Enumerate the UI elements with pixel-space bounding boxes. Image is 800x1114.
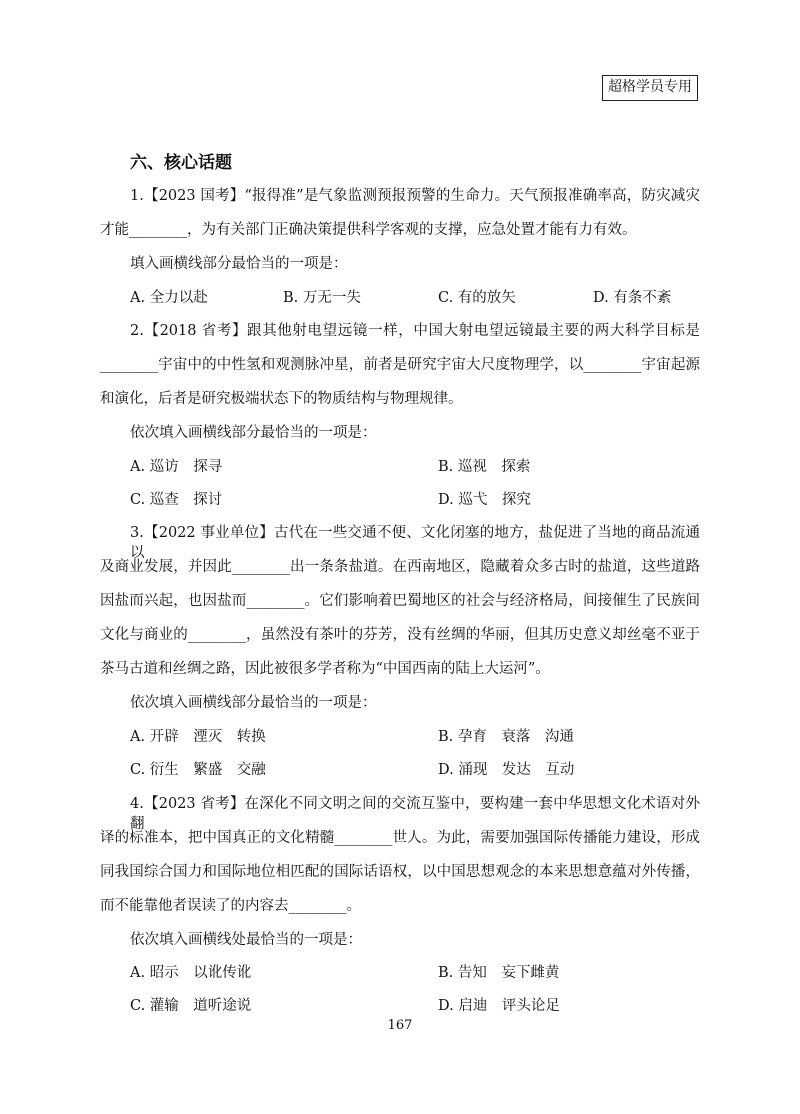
option-d[interactable]: D. 有条不紊 <box>593 290 672 306</box>
option-c[interactable]: C. 灌输 道听途说 <box>130 998 252 1014</box>
question-stem-line: 4.【2023 省考】在深化不同文明之间的交流互鉴中，要构建一套中华思想文化术语对外翻 <box>130 796 700 832</box>
option-a[interactable]: A. 开辟 湮灭 转换 <box>130 729 266 745</box>
page-number: 167 <box>387 1018 413 1033</box>
question-prompt: 依次填入画横线部分最恰当的一项是： <box>130 695 377 711</box>
option-a[interactable]: A. 昭示 以讹传讹 <box>130 965 252 981</box>
question-stem-line: 2.【2018 省考】跟其他射电望远镜一样，中国大射电望远镜最主要的两大科学目标是 <box>130 323 700 339</box>
option-b[interactable]: B. 孕育 衰落 沟通 <box>438 729 574 745</box>
option-b[interactable]: B. 万无一失 <box>283 290 361 306</box>
option-a[interactable]: A. 巡访 探寻 <box>130 459 223 475</box>
option-d[interactable]: D. 涌现 发达 互动 <box>438 762 575 778</box>
question-prompt: 依次填入画横线处最恰当的一项是： <box>130 932 362 948</box>
question-stem-line: 文化与商业的________，虽然没有茶叶的芬芳，没有丝绸的华丽，但其历史意义却丝毫不亚于 <box>100 627 700 643</box>
option-c[interactable]: C. 衍生 繁盛 交融 <box>130 762 266 778</box>
question-prompt: 填入画横线部分最恰当的一项是： <box>130 256 348 272</box>
option-a[interactable]: A. 全力以赴 <box>130 290 208 306</box>
question-stem-line: 1.【2023 国考】“报得准”是气象监测预报预警的生命力。天气预报准确率高，防灾减灾 <box>130 188 700 204</box>
option-c[interactable]: C. 巡查 探讨 <box>130 492 223 508</box>
question-stem-line: 3.【2022 事业单位】古代在一些交通不便、文化闭塞的地方，盐促进了当地的商品流通以 <box>130 525 700 561</box>
option-d[interactable]: D. 巡弋 探究 <box>438 492 531 508</box>
question-stem-line: 因盐而兴起，也因盐而________。它们影响着巴蜀地区的社会与经济格局，间接催生了民族间 <box>100 593 700 609</box>
question-stem-line: 同我国综合国力和国际地位相匹配的国际话语权，以中国思想观念的本来思想意蕴对外传播， <box>100 864 700 880</box>
question-stem-line: 及商业发展，并因此________出一条条盐道。在西南地区，隐藏着众多古时的盐道，这些道路 <box>100 559 700 575</box>
section-title: 六、核心话题 <box>130 153 232 173</box>
question-stem-line: 和演化，后者是研究极端状态下的物质结构与物理规律。 <box>100 391 463 407</box>
question-stem-line: 才能________，为有关部门正确决策提供科学客观的支撑，应急处置才能有力有效。 <box>100 222 637 238</box>
member-only-badge: 超格学员专用 <box>602 75 698 101</box>
option-d[interactable]: D. 启迪 评头论足 <box>438 998 560 1014</box>
option-b[interactable]: B. 巡视 探索 <box>438 459 531 475</box>
question-stem-line: 茶马古道和丝绸之路，因此被很多学者称为“中国西南的陆上大运河”。 <box>100 661 550 677</box>
option-b[interactable]: B. 告知 妄下雌黄 <box>438 965 560 981</box>
question-stem-line: ________宇宙中的中性氢和观测脉冲星，前者是研究宇宙大尺度物理学，以________宇宙起源 <box>100 357 700 373</box>
question-stem-line: 译的标准本，把中国真正的文化精髓________世人。为此，需要加强国际传播能力建设，形成 <box>100 830 700 846</box>
question-stem-line: 而不能靠他者误读了的内容去________。 <box>100 898 361 914</box>
option-c[interactable]: C. 有的放矢 <box>438 290 516 306</box>
question-prompt: 依次填入画横线部分最恰当的一项是： <box>130 425 377 441</box>
